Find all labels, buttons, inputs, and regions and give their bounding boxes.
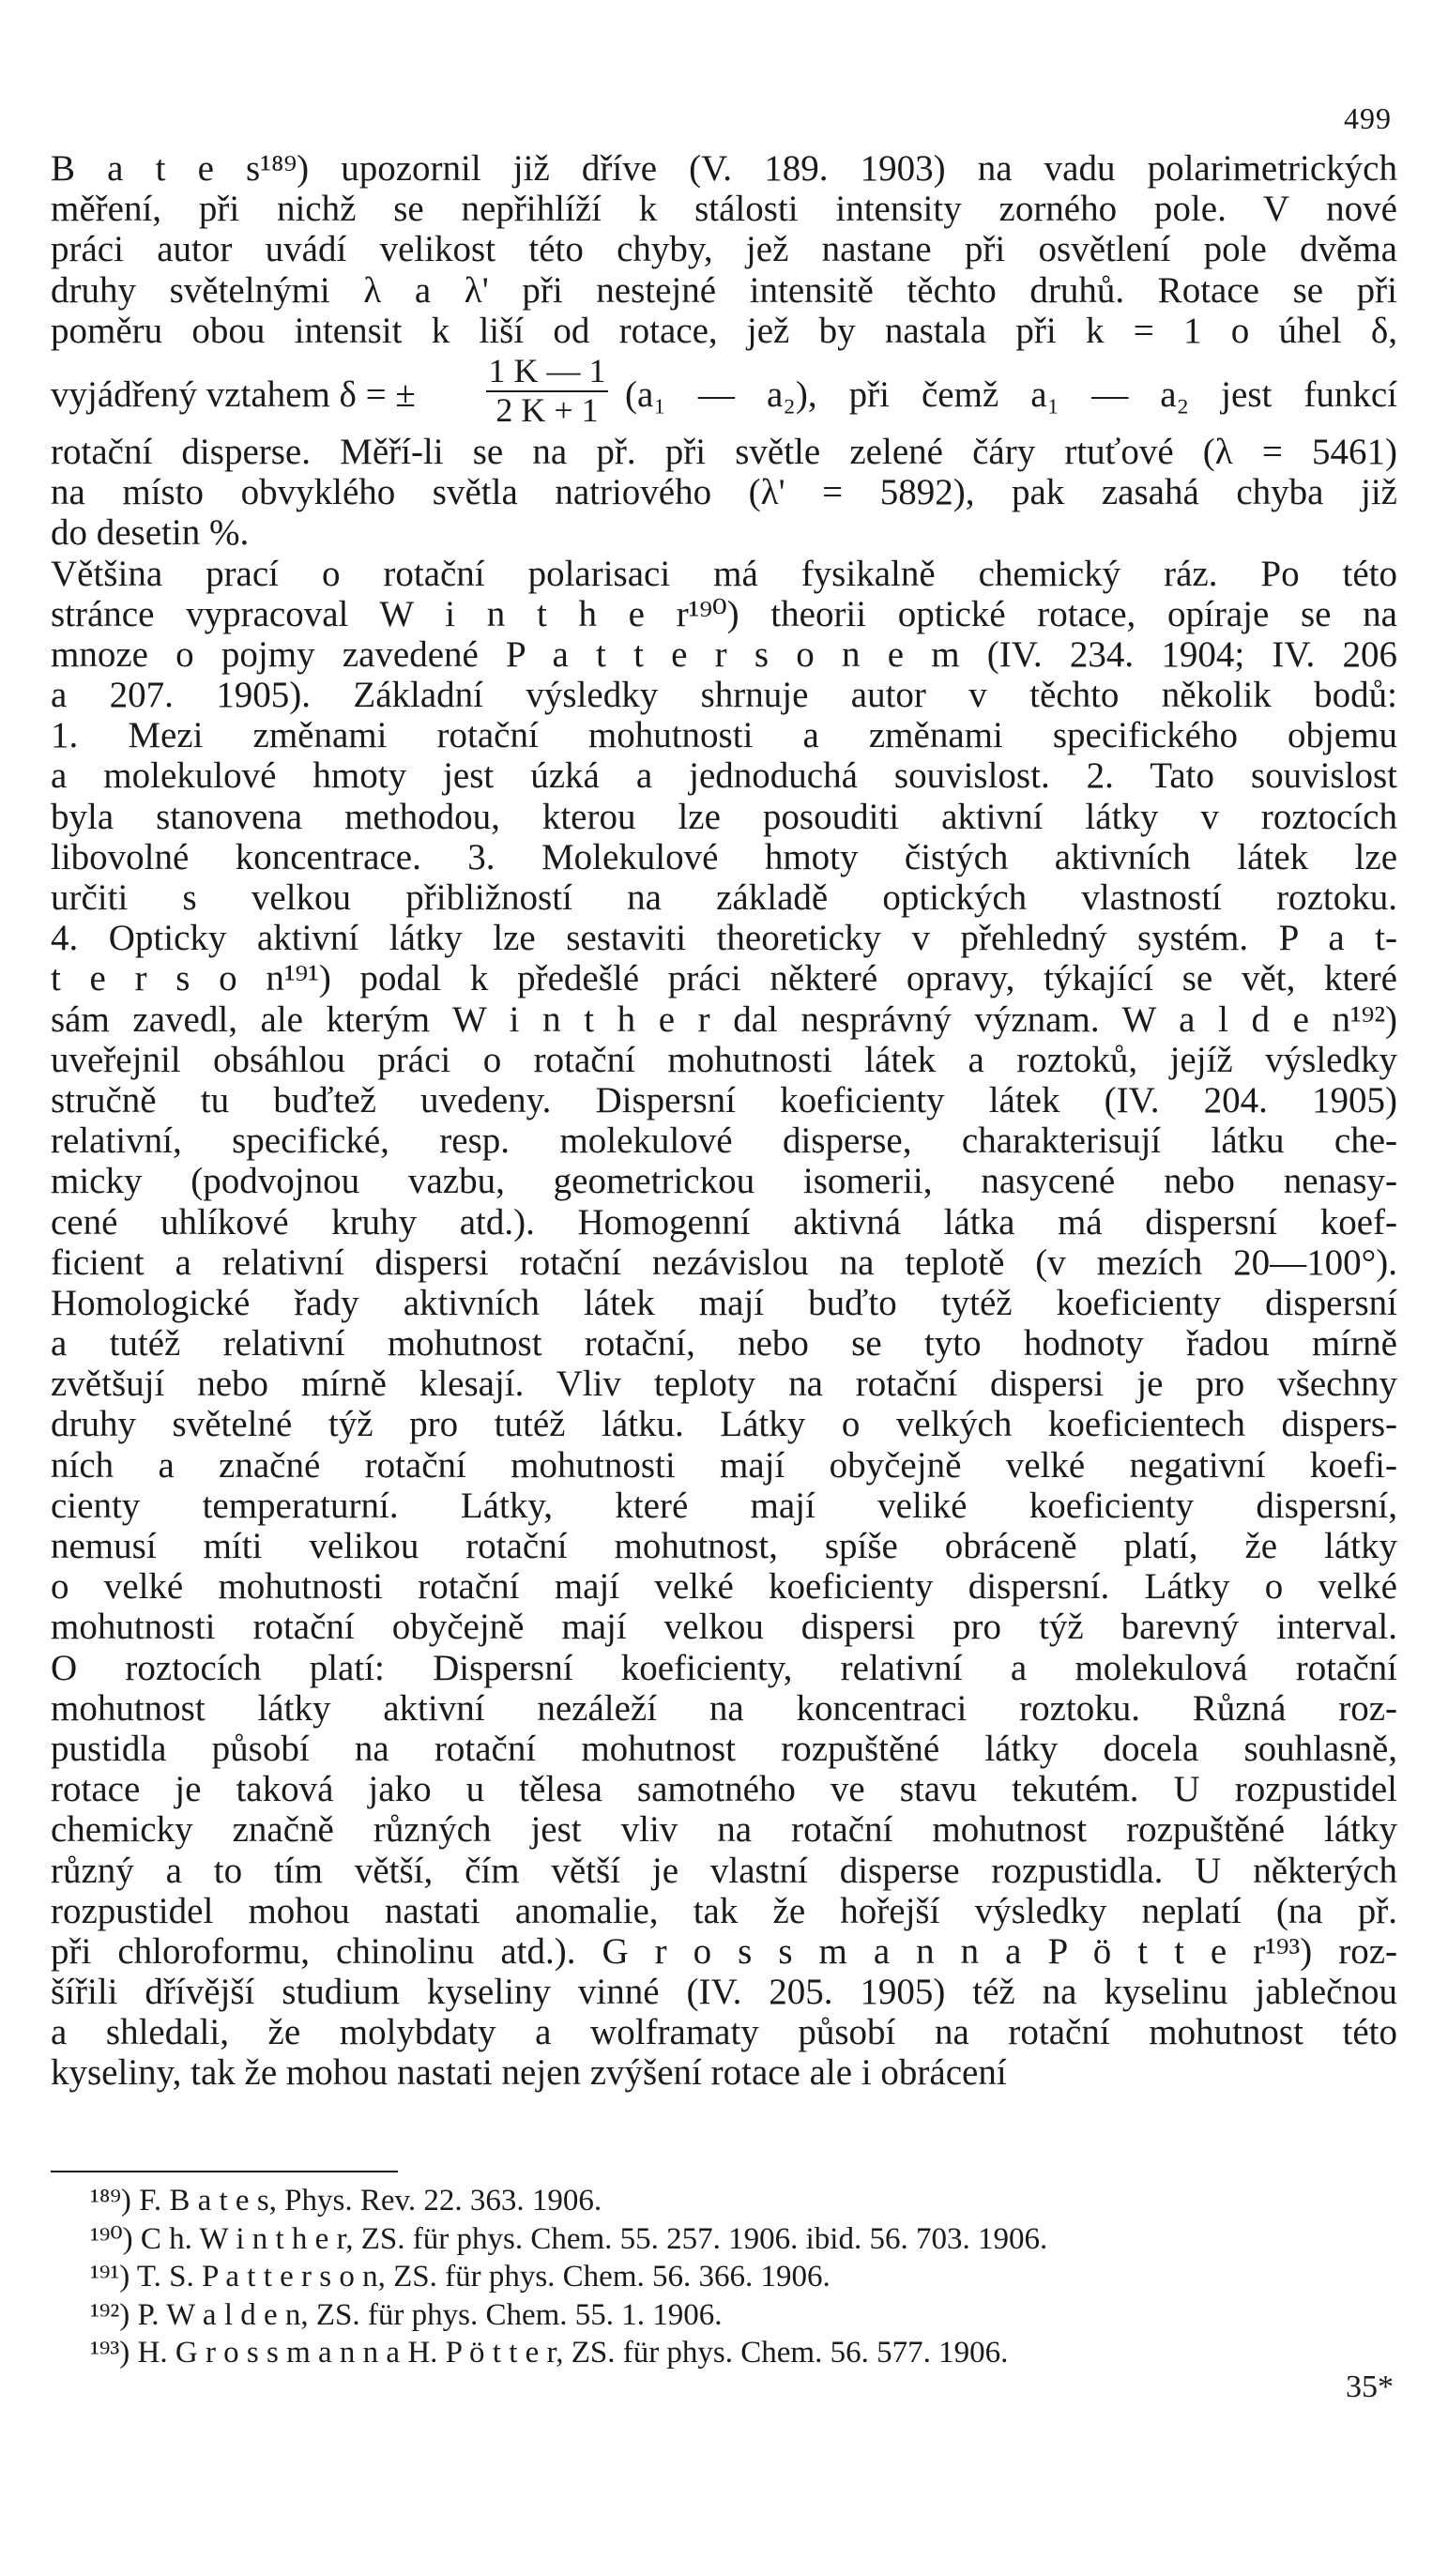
text-line: a tutéž relativní mohutnost rotační, nebo se tyto hodnoty řadou mírně	[51, 1323, 1397, 1364]
footnote: ¹⁸⁹) F. B a t e s, Phys. Rev. 22. 363. 1906.	[90, 2184, 602, 2218]
text-line: měření, při nichž se nepřihlíží k stálosti intensity zorného pole. V nové	[51, 189, 1397, 230]
text-line: různý a to tím větší, čím větší je vlastní disperse rozpustidla. U některých	[51, 1850, 1397, 1891]
text-line: ních a značné rotační mohutnosti mají obyčejně velké negativní koefi-	[51, 1444, 1397, 1486]
text-line: a molekulové hmoty jest úzká a jednoduchá souvislost. 2. Tato souvislost	[51, 755, 1397, 797]
body-text	[51, 148, 1397, 2094]
text-line: práci autor uvádí velikost této chyby, jež nastane při osvětlení pole dvěma	[51, 229, 1397, 270]
formula-denominator: 2 K + 1	[495, 390, 599, 429]
text-line: stránce vypracoval W i n t h e r¹⁹⁰) theorii optické rotace, opíraje se na	[51, 593, 1397, 634]
text-line: 1. Mezi změnami rotační mohutnosti a změnami specifického objemu	[51, 715, 1397, 756]
text-line: chemicky značně různých jest vliv na rotační mohutnost rozpuštěné látky	[51, 1809, 1397, 1851]
text-line: rotační disperse. Měří-li se na př. při světle zelené čáry rtuťové (λ = 5461)	[51, 431, 1397, 472]
text-line: nemusí míti velikou rotační mohutnost, spíše obráceně platí, že látky	[51, 1526, 1397, 1566]
footnote: ¹⁹¹) T. S. P a t t e r s o n, ZS. für phys. Chem. 56. 366. 1906.	[90, 2260, 831, 2294]
text-line: cené uhlíkové kruhy atd.). Homogenní aktivná látka má dispersní koef-	[51, 1201, 1397, 1242]
text-line: Většina prací o rotační polarisaci má fysikalně chemický ráz. Po této	[51, 553, 1397, 594]
text-line: rozpustidel mohou nastati anomalie, tak že hořejší výsledky neplatí (na př.	[51, 1890, 1397, 1931]
formula-numerator: 1 K — 1	[486, 353, 608, 392]
text-line: byla stanovena methodou, kterou lze posouditi aktivní látky v roztocích	[51, 796, 1397, 837]
text-line: druhy světelné týž pro tutéž látku. Látky o velkých koeficientech dispers-	[51, 1404, 1397, 1445]
text-line: stručně tu buďtež uvedeny. Dispersní koeficienty látek (IV. 204. 1905)	[51, 1079, 1397, 1120]
text-line: B a t e s¹⁸⁹) upozornil již dříve (V. 189. 1903) na vadu polarimetrických	[51, 148, 1397, 189]
text-line: uveřejnil obsáhlou práci o rotační mohutnosti látek a roztoků, jejíž výsledky	[51, 1039, 1397, 1080]
page-number: 499	[1344, 101, 1392, 135]
text-line: libovolné koncentrace. 3. Molekulové hmoty čistých aktivních látek lze	[51, 836, 1397, 877]
text-line: mohutnosti rotační obyčejně mají velkou dispersi pro týž barevný interval.	[51, 1607, 1397, 1648]
formula-line	[51, 351, 1397, 432]
text-line: ficient a relativní dispersi rotační nezávislou na teplotě (v mezích 20—100°).	[51, 1242, 1397, 1283]
text-line: poměru obou intensit k liší od rotace, jež by nastala při k = 1 o úhel δ,	[51, 310, 1397, 351]
text-line: micky (podvojnou vazbu, geometrickou isomerii, nasycené nebo nenasy-	[51, 1161, 1397, 1202]
text-line: šířili dřívější studium kyseliny vinné (IV. 205. 1905) též na kyselinu jablečnou	[51, 1972, 1397, 2013]
text-line: mohutnost látky aktivní nezáleží na koncentraci roztoku. Různá roz-	[51, 1687, 1397, 1729]
footnote: ¹⁹²) P. W a l d e n, ZS. für phys. Chem. 55. 1. 1906.	[90, 2297, 723, 2332]
text-line: kyseliny, tak že mohou nastati nejen zvýšení rotace ale i obrácení	[51, 2052, 1007, 2094]
text-line: cienty temperaturní. Látky, které mají veliké koeficienty dispersní,	[51, 1485, 1397, 1526]
text-line: sám zavedl, ale kterým W i n t h e r dal nesprávný význam. W a l d e n¹⁹²)	[51, 998, 1397, 1040]
text-line: a shledali, že molybdaty a wolframaty působí na rotační mohutnost této	[51, 2012, 1397, 2053]
footnote-rule	[51, 2171, 398, 2172]
text-line: Homologické řady aktivních látek mají buďto tytéž koeficienty dispersní	[51, 1282, 1397, 1323]
text-line: při chloroformu, chinolinu atd.). G r o s s m a n n a P ö t t e r¹⁹³) roz-	[51, 1930, 1397, 1972]
formula-fraction	[486, 353, 608, 428]
formula-tail: (a₁ — a₂), při čemž a₁ — a₂ jest funkcí	[625, 373, 1397, 415]
text-line: a 207. 1905). Základní výsledky shrnuje autor v těchto několik bodů:	[51, 675, 1397, 716]
formula-lead: vyjádřený vztahem δ = ±	[51, 373, 416, 415]
text-line: rotace je taková jako u tělesa samotného ve stavu tekutém. U rozpustidel	[51, 1769, 1397, 1810]
text-line: zvětšují nebo mírně klesají. Vliv teploty na rotační dispersi je pro všechny	[51, 1364, 1397, 1405]
text-line: t e r s o n¹⁹¹) podal k předešlé práci některé opravy, týkající se vět, které	[51, 958, 1397, 999]
footnote: ¹⁹³) H. G r o s s m a n n a H. P ö t t e r, ZS. für phys. Chem. 56. 577. 1906.	[90, 2336, 1009, 2370]
text-line: pustidla působí na rotační mohutnost rozpuštěné látky docela souhlasně,	[51, 1728, 1397, 1769]
text-line: relativní, specifické, resp. molekulové disperse, charakterisují látku che-	[51, 1120, 1397, 1162]
text-line: mnoze o pojmy zavedené P a t t e r s o n e m (IV. 234. 1904; IV. 206	[51, 633, 1397, 675]
text-line: O roztocích platí: Dispersní koeficienty, relativní a molekulová rotační	[51, 1647, 1397, 1688]
text-line: druhy světelnými λ a λ' při nestejné intensitě těchto druhů. Rotace se při	[51, 269, 1397, 311]
text-line: 4. Opticky aktivní látky lze sestaviti theoreticky v přehledný systém. P a t-	[51, 918, 1397, 959]
text-line: na místo obvyklého světla natriového (λ' = 5892), pak zasahá chyba již	[51, 472, 1397, 513]
footnote: ¹⁹⁰) C h. W i n t h e r, ZS. für phys. Chem. 55. 257. 1906. ibid. 56. 703. 1906.	[90, 2221, 1048, 2256]
text-line: do desetin %.	[51, 512, 250, 554]
text-line: určiti s velkou přibližností na základě optických vlastností roztoku.	[51, 877, 1397, 918]
footnotes	[90, 2182, 1397, 2372]
signature-mark: 35*	[1346, 2370, 1394, 2404]
text-line: o velké mohutnosti rotační mají velké koeficienty dispersní. Látky o velké	[51, 1566, 1397, 1608]
